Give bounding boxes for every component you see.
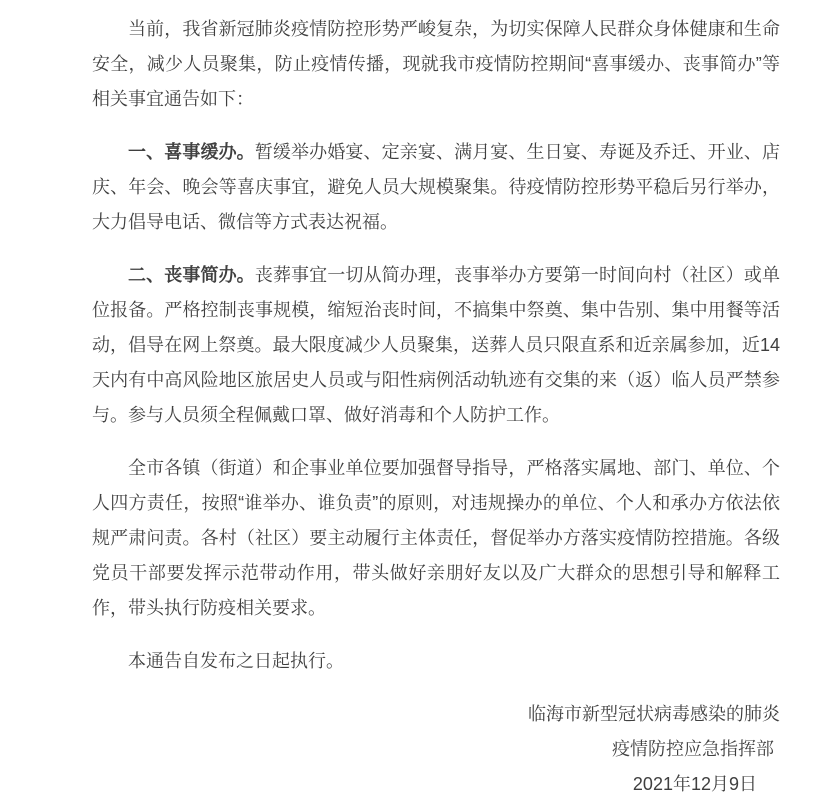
notice-paragraph xyxy=(92,258,780,433)
paragraph-text: 暂缓举办婚宴、定亲宴、满月宴、生日宴、寿诞及乔迁、开业、店庆、年会、晚会等喜庆事宜，避免人员大规模聚集。待疫情防控形势平稳后另行举办，大力倡导电话、微信等方式表达祝福。 xyxy=(92,142,781,232)
paragraph-lead: 一、喜事缓办。 xyxy=(128,142,255,162)
signature-line: 2021年12月9日 xyxy=(632,774,757,794)
signature-line: 临海市新型冠状病毒感染的肺炎 xyxy=(528,704,780,724)
signature-line: 疫情防控应急指挥部 xyxy=(612,739,774,759)
notice-paragraph xyxy=(92,135,780,240)
paragraph-text: 全市各镇（街道）和企事业单位要加强督导指导，严格落实属地、部门、单位、个人四方责任，按照“谁举办、谁负责”的原则，对违规操办的单位、个人和承办方依法依规严肃问责。各村（社区）要主动履行主体责任，督促举办方落实疫情防控措施。各级党员干部要发挥示范带动作用，带头做好亲朋好友以及广大群众的思想引导和解释工作，带头执行防疫相关要求。 xyxy=(92,458,780,618)
notice-body xyxy=(92,12,780,679)
notice-paragraph xyxy=(92,451,780,626)
notice-paragraph xyxy=(92,12,780,117)
paragraph-text: 当前，我省新冠肺炎疫情防控形势严峻复杂，为切实保障人民群众身体健康和生命安全，减少人员聚集，防止疫情传播，现就我市疫情防控期间“喜事缓办、丧事简办”等相关事宜通告如下： xyxy=(92,19,780,109)
notice-signature xyxy=(92,697,780,796)
notice-paragraph xyxy=(92,644,780,679)
paragraph-text: 丧葬事宜一切从简办理，丧事举办方要第一时间向村（社区）或单位报备。严格控制丧事规模，缩短治丧时间，不搞集中祭奠、集中告别、集中用餐等活动，倡导在网上祭奠。最大限度减少人员聚集，送葬人员只限直系和近亲属参加，近14天内有中高风险地区旅居史人员或与阳性病例活动轨迹有交集的来（返）临人员严禁参与。参与人员须全程佩戴口罩、做好消毒和个人防护工作。 xyxy=(92,265,781,425)
paragraph-lead: 二、丧事简办。 xyxy=(128,265,255,285)
paragraph-text: 本通告自发布之日起执行。 xyxy=(128,651,344,671)
